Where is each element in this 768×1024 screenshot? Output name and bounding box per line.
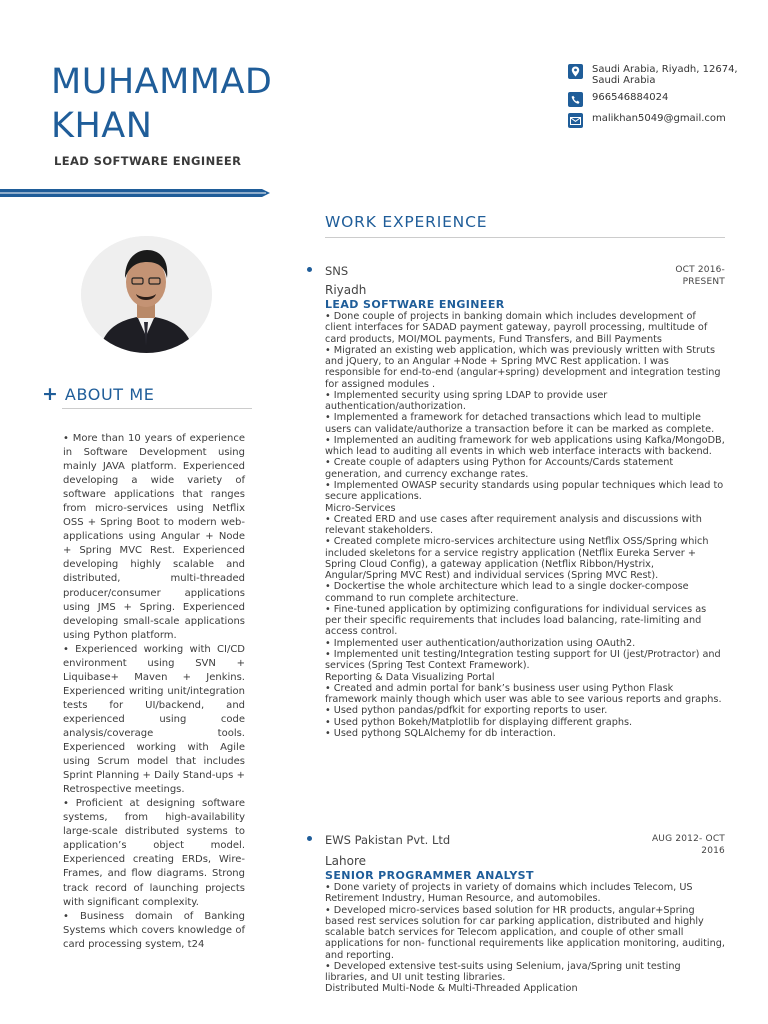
job-role: LEAD SOFTWARE ENGINEER	[325, 298, 505, 311]
job-line: • Implemented user authentication/authorization using OAuth2.	[325, 637, 636, 649]
job-date: OCT 2016- PRESENT	[675, 265, 725, 287]
job-line: • Implemented OWASP security standards using popular techniques which lead to secure applications.	[325, 479, 724, 503]
job-line: • Implemented unit testing/Integration testing support for UI (jest/Protractor) and services (Spring Test Context Framework).	[325, 648, 721, 672]
bullet-dot-icon	[307, 267, 312, 272]
about-paragraph: • Proficient at designing software systems, from high-availability large-scale distributed systems to application’s object model. Experienced creating ERDs, Wire-Frames, and flow diagrams. Strong track record of launching projects with significant complexity.	[63, 798, 245, 908]
job-line: • Developed micro-services based solution for HR products, angular+Spring based rest services solution for car parking application, distributed and highly scalable batch services for Telecom application, and couple of other small applications for non- functional requirements like application monitoring, auditing, and reporting.	[325, 904, 725, 961]
email-text[interactable]: malikhan5049@gmail.com	[592, 113, 726, 124]
job-line: • Created and admin portal for bank’s business user using Python Flask framework mainly though which user was able to see various reports and graphs.	[325, 682, 722, 706]
about-paragraph: • Business domain of Banking Systems which covers knowledge of card processing system, t24	[63, 910, 245, 950]
contact-address	[568, 64, 738, 86]
job-line: • Developed extensive test-suits using Selenium, java/Spring unit testing libraries, and UI unit testing libraries.	[325, 960, 681, 984]
job-location: Riyadh	[325, 283, 367, 297]
job-line: • Created ERD and use cases after requirement analysis and discussions with relevant stakeholders.	[325, 513, 702, 537]
job-title: LEAD SOFTWARE ENGINEER	[54, 154, 242, 168]
bullet-dot-icon	[307, 836, 312, 841]
job-line: • Used python pandas/pdfkit for exporting reports to user.	[325, 705, 608, 717]
job-line: • Done variety of projects in variety of domains which includes Telecom, US Retirement Industry, Human Resource, and automobiles.	[325, 882, 693, 905]
job-line: • Fine-tuned application by optimizing configurations for individual services as per their specific requirements that includes load balancing, rate-limiting and access control.	[325, 603, 707, 638]
job-line: • Implemented a framework for detached transactions which lead to multiple users can validate/authorize a transaction before it can be marked as complete.	[325, 412, 715, 435]
work-experience-heading: WORK EXPERIENCE	[325, 213, 488, 231]
job-description	[325, 311, 725, 739]
first-name: MUHAMMAD	[51, 62, 273, 102]
about-body	[63, 432, 245, 952]
job-entry-ews	[325, 833, 725, 995]
mail-icon	[568, 113, 583, 128]
work-divider	[325, 237, 725, 238]
about-paragraph: • Experienced working with CI/CD environment using SVN + Liquibase+ Maven + Jenkins. Experienced writing unit/integration tests for UI/backend, and experienced using code analysis/coverage tools. Experienced working with Agile using Scrum model that includes Sprint Planning + Daily Stand-ups + Retrospective meetings.	[63, 643, 245, 796]
about-divider	[62, 408, 252, 409]
job-line: • Used python Bokeh/Matplotlib for displaying different graphs.	[325, 716, 633, 728]
last-name: KHAN	[51, 106, 153, 146]
address-text: Saudi Arabia, Riyadh, 12674, Saudi Arabia	[592, 64, 738, 86]
header-accent-bar	[0, 189, 270, 197]
map-pin-icon	[568, 64, 583, 79]
about-title: ABOUT ME	[64, 384, 155, 404]
job-line: • Implemented an auditing framework for web applications using Kafka/MongoDB, which lead to auditing all events in which web interface interacts with backend.	[325, 434, 725, 458]
job-line: • Implemented security using spring LDAP to provide user authentication/authorization.	[325, 389, 608, 413]
job-subheading: Micro-Services	[325, 502, 396, 514]
job-subheading: Reporting & Data Visualizing Portal	[325, 671, 495, 683]
job-location: Lahore	[325, 854, 367, 868]
job-line: • Created complete micro-services architecture using Netflix OSS/Spring which included skeletons for a service registry application (Netflix Eureka Server + Spring Cloud Config), a gateway application (Netflix Ribbon/Hystrix, Angular/Spring MVC Rest) and individual services (Spring MVC Rest).	[325, 536, 709, 582]
phone-icon	[568, 92, 583, 107]
job-line: • Dockertise the whole architecture which lead to a single docker-compose command to run complete architecture.	[325, 581, 689, 604]
candidate-name	[51, 60, 272, 148]
contact-block	[568, 64, 738, 134]
job-line: • Done couple of projects in banking domain which includes development of client interfaces for SADAD payment gateway, payroll processing, multitude of card products, MOI/MOL payments, Fund Transfers, and Bill Payments	[325, 311, 708, 345]
job-date: AUG 2012- OCT 2016	[651, 834, 725, 856]
job-company: EWS Pakistan Pvt. Ltd	[325, 833, 451, 847]
plus-icon: +	[42, 383, 58, 405]
job-line: • Used pythong SQLAlchemy for db interaction.	[325, 727, 556, 739]
contact-email[interactable]	[568, 113, 738, 128]
job-entry-sns	[325, 264, 725, 739]
profile-photo	[81, 236, 212, 353]
job-subheading: Distributed Multi-Node & Multi-Threaded Application	[325, 983, 578, 995]
about-heading	[42, 384, 154, 404]
job-company: SNS	[325, 264, 349, 278]
contact-phone	[568, 92, 738, 107]
job-line: • Create couple of adapters using Python for Accounts/Cards statement generation, and currency exchange rates.	[325, 457, 674, 480]
phone-text: 966546884024	[592, 92, 669, 103]
about-paragraph: • More than 10 years of experience in Software Development using mainly JAVA platform. Experienced developing a wide variety of software applications that ranges from micro-services using Netflix OSS + Spring Boot to modern web-applications using Angular + Node + Spring MVC Rest. Experienced developing highly scalable and distributed, multi-threaded producer/consumer applications using JMS + Spring. Experienced developing small-scale applications using Python platform.	[63, 433, 245, 641]
job-description	[325, 882, 725, 995]
job-role: SENIOR PROGRAMMER ANALYST	[325, 869, 534, 882]
job-line: • Migrated an existing web application, which was previously written with Struts and jQuery, to an Angular +Node + Spring MVC Rest application. I was responsible for end-to-end (angular+spring) development and integration testing for assigned modules .	[325, 344, 721, 390]
